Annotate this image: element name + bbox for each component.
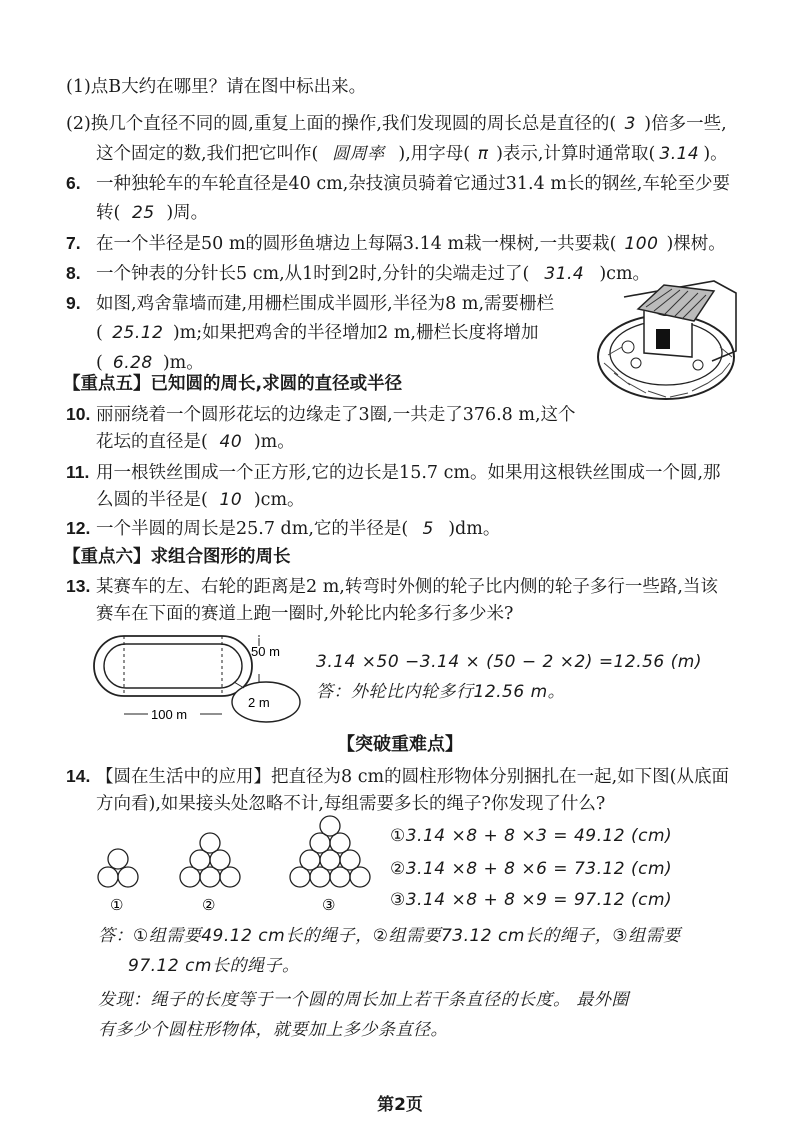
q13-answer-text: 答：外轮比内轮多行12.56 m。: [316, 682, 566, 702]
page-number: [0, 1090, 800, 1115]
question-text: 么圆的半径是(: [96, 490, 208, 510]
q14-calc-1: [390, 822, 672, 850]
bundle-2-circle: [200, 867, 220, 887]
question-number: 7.: [66, 233, 81, 253]
question-text: )cm。: [253, 490, 305, 510]
bundle-3-circle: [350, 867, 370, 887]
q14-answer-text: 答：①组需要49.12 cm长的绳子，②组需要73.12 cm长的绳子，③组需要: [98, 926, 681, 946]
question-10-line2: [96, 428, 295, 456]
question-10-line1: [66, 400, 576, 429]
question-text: 花坛的直径是(: [96, 432, 208, 452]
q14-finding-text: 发现：绳子的长度等于一个圆的周长加上若干条直径的长度。 最外圈: [98, 990, 629, 1010]
label-2m: 2 m: [248, 695, 270, 710]
q13-calculation: [316, 648, 702, 676]
question-12: [66, 514, 500, 543]
question-text: (: [96, 323, 103, 343]
section-title-text: 【突破重难点】: [337, 734, 463, 755]
coop-door: [656, 329, 670, 349]
question-number: 6.: [66, 173, 81, 193]
question-text: 在一个半径是50 m的圆形鱼塘边上每隔3.14 m栽一棵树,一共要栽(: [96, 234, 617, 254]
question-8: [66, 259, 650, 288]
answer: 5: [422, 519, 434, 539]
page-number-text: 第2页: [377, 1095, 423, 1115]
question-text: 一个钟表的分针长5 cm,从1时到2时,分针的尖端走过了(: [96, 264, 530, 284]
question-text: 如图,鸡舍靠墙而建,用栅栏围成半圆形,半径为8 m,需要栅栏: [96, 294, 555, 314]
question-text: )周。: [166, 203, 209, 223]
question-9-line1: [66, 289, 554, 318]
chicken-3: [693, 360, 703, 370]
q14-calc-2: [390, 855, 672, 883]
question-13-line2: [96, 600, 513, 628]
q-part2-text-e: )表示,计算时通常取(: [496, 144, 656, 164]
answer-3-14: 3.14: [659, 144, 700, 164]
question-number: 8.: [66, 263, 81, 283]
answer: 40: [219, 432, 243, 452]
race-track-diagram: [88, 630, 308, 726]
question-text: )cm。: [599, 264, 651, 284]
question-number: 10.: [66, 404, 91, 424]
question-text: 赛车在下面的赛道上跑一圈时,外轮比内轮多行多少米?: [96, 604, 514, 624]
q13-calc-text: 3.14 ×50 −3.14 × (50 − 2 ×2) =12.56 (m): [316, 652, 702, 672]
q-part1-text: (1)点B大约在哪里？请在图中标出来。: [66, 77, 367, 97]
question-14-line1: [66, 762, 729, 791]
question-text: 转(: [96, 203, 121, 223]
question-7: [66, 229, 726, 258]
q14-calc-2-text: ②3.14 ×8 + 8 ×6 = 73.12 (cm): [390, 859, 673, 879]
answer: 10: [219, 490, 243, 510]
q-part1: [66, 73, 366, 101]
bundle-2-circle: [220, 867, 240, 887]
question-text: )m;如果把鸡舍的半径增加2 m,栅栏长度将增加: [172, 323, 539, 343]
question-11-line1: [66, 458, 721, 487]
bundle-2: [180, 833, 240, 914]
bundle-2-circle: [180, 867, 200, 887]
q-part2-text-d: ),用字母(: [398, 144, 471, 164]
q14-finding-text: 有多少个圆柱形物体，就要加上多少条直径。: [98, 1020, 448, 1040]
callout-pointer: [234, 682, 244, 688]
q14-answer-line1: [98, 922, 681, 950]
question-number: 9.: [66, 293, 81, 313]
answer: 31.4: [544, 264, 585, 284]
q14-calc-3-text: ③3.14 ×8 + 8 ×9 = 97.12 (cm): [390, 890, 673, 910]
bundle-1-circle: [98, 867, 118, 887]
question-9-line2: [96, 319, 539, 347]
q-part2-text-f: )。: [703, 144, 728, 164]
bundle-3: [290, 816, 370, 914]
question-text: 一种独轮车的车轮直径是40 cm,杂技演员骑着它通过31.4 m长的钢丝,车轮至少要: [96, 174, 730, 194]
q-part2-line1: [66, 110, 727, 138]
bundle-3-label: ③: [322, 897, 336, 914]
answer: 25.12: [112, 323, 164, 343]
question-number: 13.: [66, 576, 91, 596]
bundle-3-circle: [290, 867, 310, 887]
question-text: 【圆在生活中的应用】把直径为8 cm的圆柱形物体分别捆扎在一起,如下图(从底面: [96, 767, 729, 787]
bundle-1-label: ①: [110, 897, 124, 914]
answer: 100: [624, 234, 659, 254]
label-100m: 100 m: [151, 707, 188, 722]
q14-calc-3: [390, 886, 672, 914]
q-part2-text-a: (2)换几个直径不同的圆,重复上面的操作,我们发现圆的周长总是直径的(: [66, 114, 617, 134]
focus-5-heading: [63, 370, 402, 398]
q14-finding-line1: [98, 986, 629, 1014]
q14-answer-text: 97.12 cm长的绳子。: [128, 956, 300, 976]
question-6-line1: [66, 169, 730, 198]
chicken-coop-illustration: [594, 277, 744, 405]
answer: 25: [132, 203, 155, 223]
bundle-1-circle: [118, 867, 138, 887]
bundle-1: [98, 849, 138, 914]
answer-3: 3: [624, 114, 636, 134]
bundle-2-label: ②: [202, 897, 216, 914]
focus-5-text: 【重点五】已知圆的周长,求圆的直径或半径: [63, 374, 403, 394]
question-text: )m。: [253, 432, 295, 452]
question-13-line1: [66, 572, 718, 601]
q-part2-text-c: 这个固定的数,我们把它叫作(: [96, 144, 319, 164]
question-text: 方向看),如果接头处忽略不计,每组需要多长的绳子?你发现了什么?: [96, 794, 606, 814]
chicken-1: [622, 341, 634, 353]
answer: 6.28: [112, 353, 153, 373]
bundle-3-circle: [310, 867, 330, 887]
question-text: )棵树。: [666, 234, 726, 254]
question-6-line2: [96, 199, 208, 227]
answer-pi-name: 圆周率: [332, 144, 385, 164]
bundle-1-circle: [108, 849, 128, 869]
q-part2-text-b: )倍多一些,: [644, 114, 727, 134]
chicken-2: [631, 358, 641, 368]
question-number: 12.: [66, 518, 91, 538]
q14-answer-line2: [128, 952, 299, 980]
question-text: (: [96, 353, 103, 373]
question-text: 用一根铁丝围成一个正方形,它的边长是15.7 cm。如果用这根铁丝围成一个圆,那: [96, 463, 721, 483]
question-text: 丽丽绕着一个圆形花坛的边缘走了3圈,一共走了376.8 m,这个: [96, 405, 576, 425]
question-text: 一个半圆的周长是25.7 dm,它的半径是(: [96, 519, 409, 539]
q13-answer: [316, 678, 565, 706]
bundle-3-circle: [330, 867, 350, 887]
section-title: [0, 730, 800, 756]
question-number: 14.: [66, 766, 91, 786]
cylinder-bundles-diagram: [90, 814, 380, 914]
track-inner: [104, 644, 242, 688]
focus-6-text: 【重点六】求组合图形的周长: [63, 547, 291, 567]
question-number: 11.: [66, 462, 90, 482]
answer-pi-symbol: π: [477, 144, 489, 164]
q14-calc-1-text: ①3.14 ×8 + 8 ×3 = 49.12 (cm): [390, 826, 673, 846]
focus-6-heading: [63, 543, 291, 571]
question-text: )dm。: [448, 519, 501, 539]
question-text: )m。: [162, 353, 204, 373]
label-50m: 50 m: [251, 644, 280, 659]
q-part2-line2: [96, 140, 728, 168]
question-text: 某赛车的左、右轮的距离是2 m,转弯时外侧的轮子比内侧的轮子多行一些路,当该: [96, 577, 718, 597]
question-11-line2: [96, 486, 305, 514]
q14-finding-line2: [98, 1016, 448, 1044]
